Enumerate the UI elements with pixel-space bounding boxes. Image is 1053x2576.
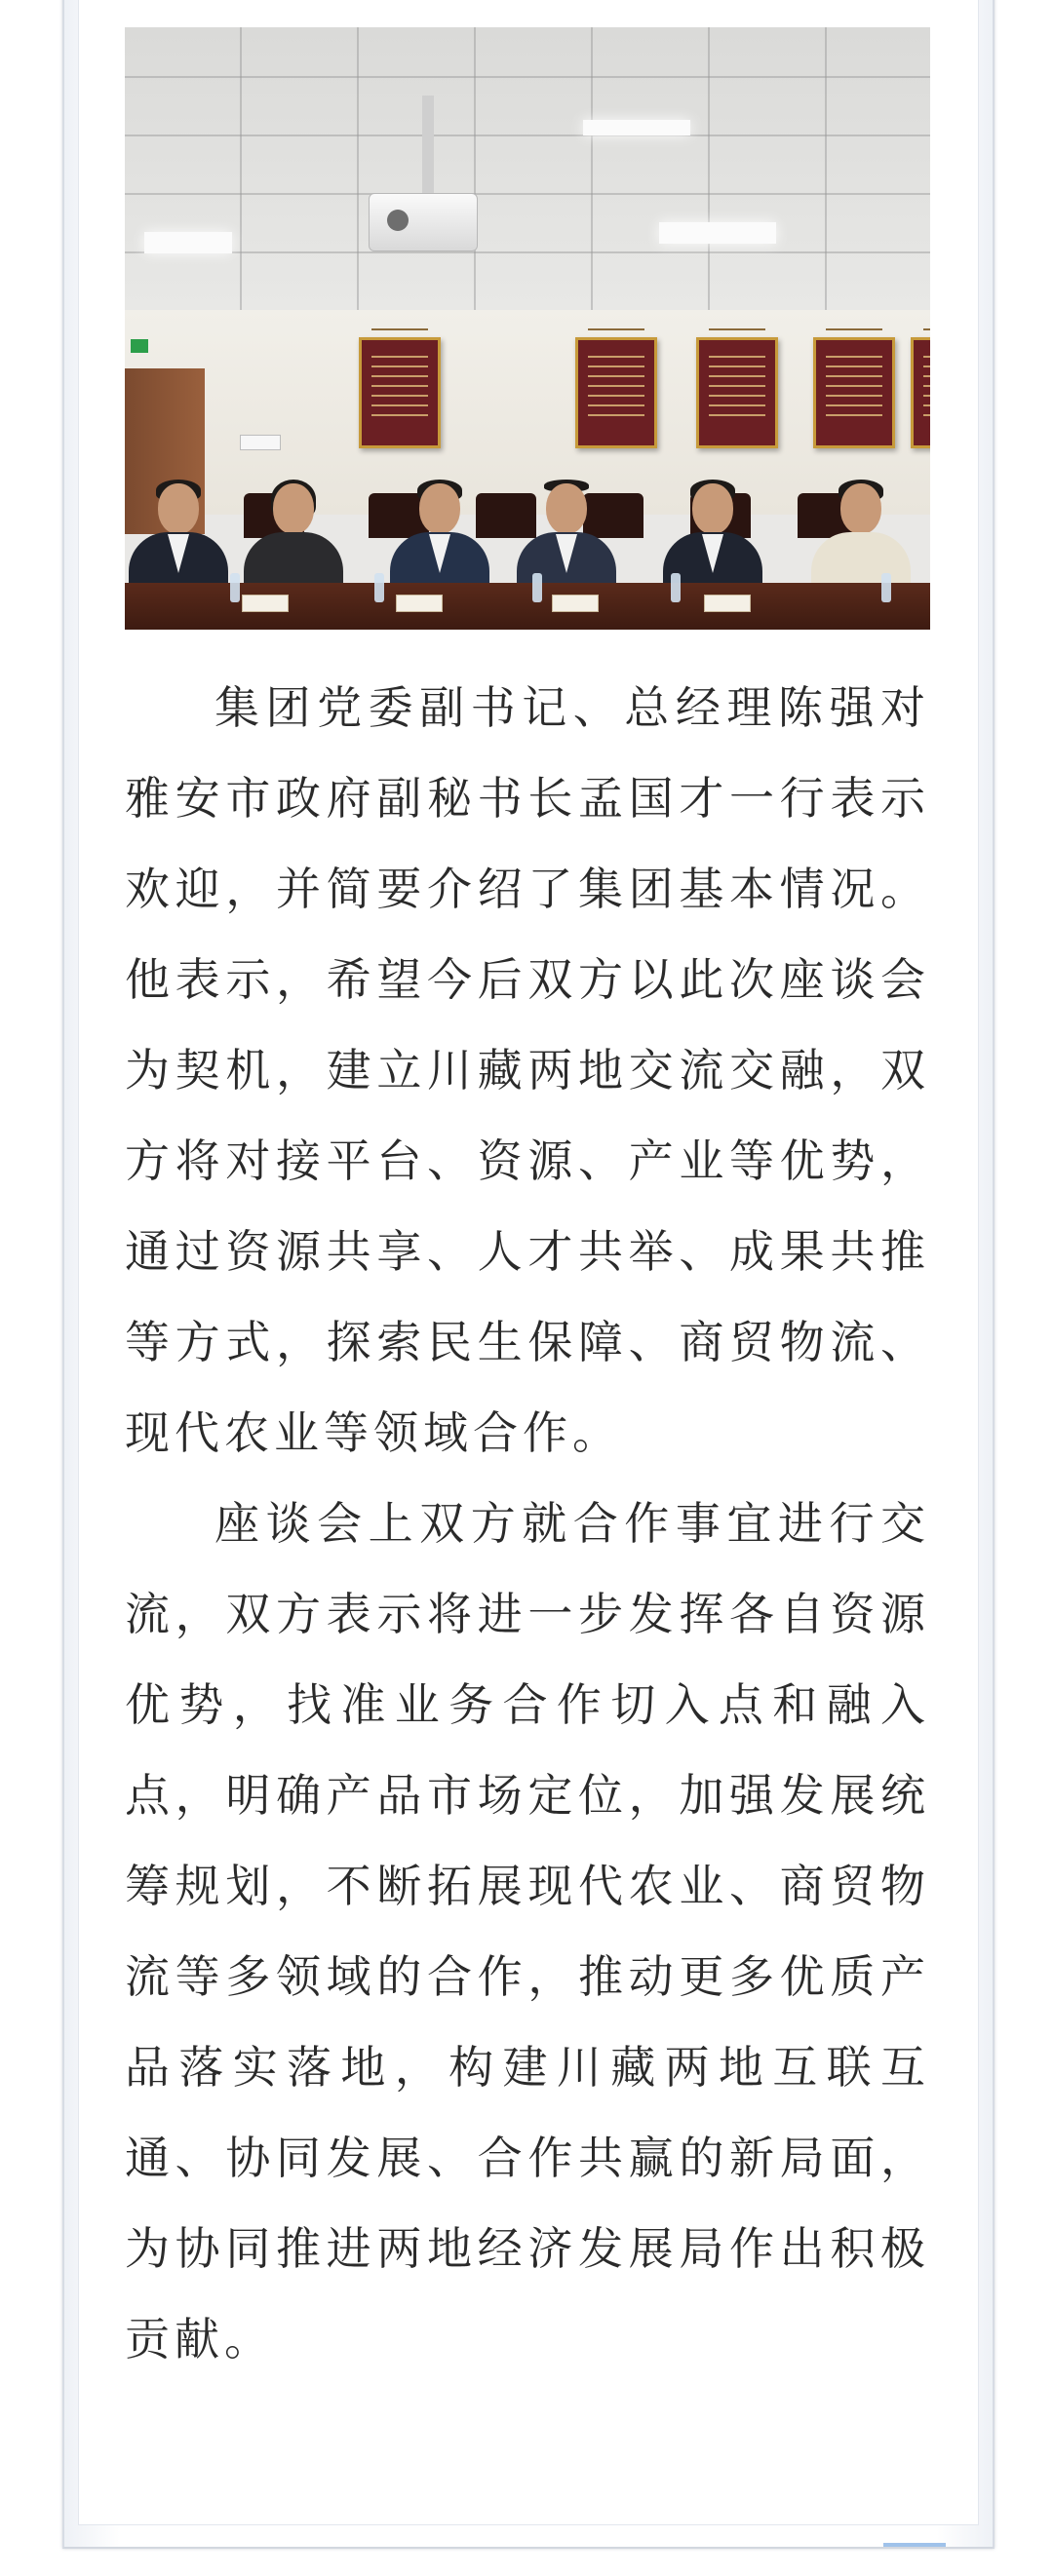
nameplate [242,595,289,612]
water-bottle [532,573,542,602]
article-body [125,663,930,2385]
exit-sign [131,339,148,353]
nameplate [704,595,751,612]
wall-banner [813,337,895,448]
wall-switch [240,435,281,450]
photo-ceiling [125,27,930,310]
wall-banner [911,337,930,448]
article-paragraph: 集团党委副书记、总经理陈强对雅安市政府副秘书长孟国才一行表示欢迎，并简要介绍了集团基本情况。他表示，希望今后双方以此次座谈会为契机，建立川藏两地交流交融，双方将对接平台、资源、产业等优势，通过资源共享、人才共举、成果共推等方式，探索民生保障、商贸物流、现代农业等领域合作。 [125,681,930,1459]
nameplate [552,595,599,612]
nameplate [396,595,443,612]
ceiling-light [583,120,690,135]
wall-banner [359,337,441,448]
water-bottle [881,573,891,602]
article-paragraph: 座谈会上双方就合作事宜进行交流，双方表示将进一步发挥各自资源优势，找准业务合作切入点和融入点，明确产品市场定位，加强发展统筹规划，不断拓展现代农业、商贸物流等多领域的合作，推动更多优质产品落实落地，构建川藏两地互联互通、协同发展、合作共赢的新局面，为协同推进两地经济发展局作出积极贡献。 [125,1497,930,2365]
water-bottle [671,573,681,602]
projector [369,193,478,251]
frame-accent-bar [883,2543,946,2547]
projector-pole [422,96,434,203]
meeting-room-photo [125,27,930,630]
water-bottle [230,573,240,602]
ceiling-light [144,232,232,253]
ceiling-light [659,222,776,244]
wall-banner [696,337,778,448]
wall-banner [575,337,657,448]
water-bottle [374,573,384,602]
